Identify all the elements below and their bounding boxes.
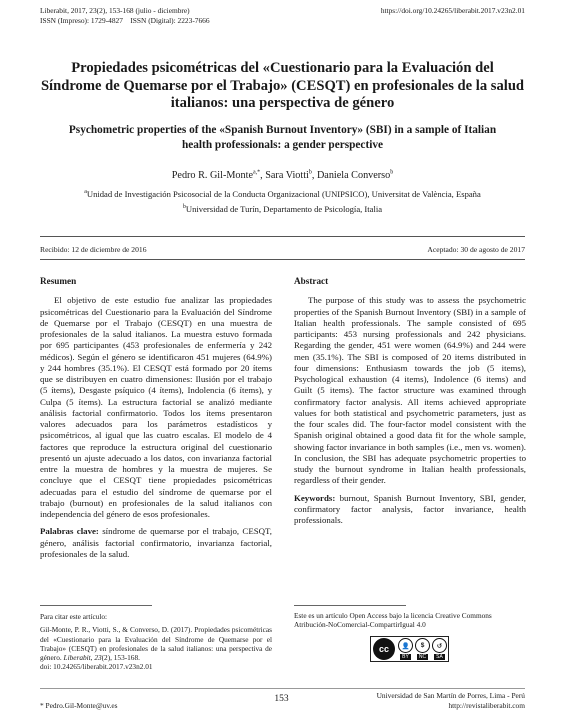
resumen-text: El objetivo de este estudio fue analizar las propiedades psicométricas del Cuestionario para la Evaluación del Síndrome de Quemarse por el Trabajo (CESQT) en una muestra de profesionales de la salud italianos. La muestra estuvo formada por 695 participantes (453 profesionales de enfermería y 242 médicos). Según el género se identificaron 451 mujeres (64.9%) y 244 hombres (35.1%). El CESQT está formado por 20 ítems que se distribuyen en cuatro dimensiones: Ilusión por el trabajo (5 ítems), Desgaste psíquico (4 ítems), Indolencia (6 ítems), y Culpa (5 ítems). La estructura factorial se analizó mediante análisis factorial confirmatorio. Todos los ítems presentaron valores adecuados para los parámetros estadísticos y psicométricos, al igual que las cuatro escalas. El modelo de 4 factores que reproduce la estructura original del cuestionario presentó un ajuste adecuado a los datos, con invarianza factorial entre la muestra de hombres y la muestra de mujeres. Se concluye que el CESQT tiene propiedades psicométricas adecuadas para el estudio del síndrome de quemarse por el trabajo (burnout) en profesionales de la salud italianos con independencia del género de esos profesionales. [40, 295, 272, 519]
corresponding-email[interactable]: * Pedro.Gil-Monte@uv.es [40, 701, 118, 710]
issn-digital: ISSN (Digital): 2223-7666 [130, 15, 210, 25]
by-icon: 👤 BY [398, 638, 413, 660]
keywords-text: síndrome de quemarse por el trabajo, CESQT, género, análisis factorial confirmatorio, invarianza factorial, profesionales de la salud. [40, 526, 272, 559]
resumen-heading: Resumen [40, 276, 77, 286]
citation-label: Para citar este artículo: [40, 612, 108, 621]
author-sup: a,* [252, 169, 261, 176]
keywords [294, 493, 526, 527]
journal-line: Liberabit, 2017, 23(2), 153-168 (julio - diciembre) [40, 6, 190, 15]
divider-mid [40, 259, 525, 260]
issn-print: ISSN (Impreso): 1729-4827 [40, 15, 123, 25]
publisher-block [377, 691, 525, 710]
page-number: 153 [274, 694, 289, 704]
abstract-text: The purpose of this study was to assess the psychometric properties of the Spanish Burnout Inventory (SBI) in a sample of Italian health professionals. The sample consisted of 695 participants: 453 nursing professionals and 242 physicians. Regarding the gender, 451 were women (64.9%) and 244 were men (35.1%). The SBI is composed of 20 items distributed in four dimensions: Enthusiasm towards the job (5 items), Psychological exhaustion (4 items), Indolence (6 items) and Guilt (5 items). The factor structure was examined through confirmatory factor analysis. All items achieved appropriate values for both statistical and psychometric parameters, just as the four scales did. The four-factor model consistent with the Spanish original obtained a good data fit for the whole sample, showing factor invariance in both samples (i.e., men vs. women). In conclusion, the SBI has adequate psychometric properties to study the burnout syndrome in Italian health professionals, regardless of their gender. [294, 295, 526, 486]
keywords-label: Palabras clave: [40, 526, 99, 537]
journal-header [40, 6, 300, 25]
citation-text: Gil-Monte, P. R., Viotti, S., & Converso, D. (2017). Propiedades psicométricas del «Cuestionario para la Evaluación del Síndrome de Quemarse por el Trabajo» (CESQT) en profesionales de la salud italianos: una perspectiva de género. Liberabit, 23(2), 153-168. [40, 625, 272, 663]
journal-url[interactable]: http://revistaliberabit.com [448, 700, 525, 710]
license-divider [294, 605, 406, 606]
university: Universidad de San Martín de Porres, Lima - Perú [376, 691, 525, 700]
received-date: Recibido: 12 de diciembre de 2016 [40, 245, 147, 254]
footer-divider [40, 688, 525, 689]
affiliation-a: $^a$Unidad de Investigación Psicosocial de la Conducta Organizacional (UNIPSICO), Universitat de València, España [84, 189, 481, 199]
accepted-date: Aceptado: 30 de agosto de 2017 [427, 245, 525, 254]
author-sup: b [390, 169, 394, 176]
issn-line [40, 16, 300, 26]
affiliation-sup: b [182, 204, 186, 211]
sa-icon: ↺ SA [432, 638, 447, 660]
nc-icon: $ NC [415, 638, 430, 660]
affiliation-sup: a [84, 189, 87, 196]
citation-block [40, 612, 272, 672]
resumen-section [40, 276, 272, 560]
license-text: Este es un artículo Open Access bajo la licencia Creative Commons Atribución-NoComercial-CompartirIgual 4.0 [294, 611, 492, 630]
citation-journal: Liberabit, 23 [63, 653, 102, 663]
divider-top [40, 236, 525, 237]
author-name: Daniela Converso [316, 170, 391, 181]
keywords-text: burnout, Spanish Burnout Inventory, SBI, gender, confirmatory factor analysis, factor invariance, health professionals. [294, 492, 526, 525]
author-sup: b [308, 169, 312, 176]
doi-link[interactable]: https://doi.org/10.24265/liberabit.2017.v23n2.01 [380, 6, 525, 15]
keywords-label: Keywords: [294, 492, 336, 503]
citation-doi[interactable]: doi: 10.24265/liberabit.2017.v23n2.01 [40, 662, 153, 672]
palabras-clave [40, 526, 272, 560]
citation-divider [40, 605, 152, 606]
affiliation-b: $^b$Universidad de Turín, Departamento de Psicología, Italia [182, 204, 383, 214]
article-subtitle: Psychometric properties of the «Spanish Burnout Inventory» (SBI) in a sample of Italian health professionals: a gender perspective [68, 124, 497, 151]
abstract-heading: Abstract [294, 276, 329, 286]
cc-license-badge[interactable] [370, 636, 449, 662]
abstract-section [294, 276, 526, 526]
author-name: Pedro R. Gil-Monte [171, 170, 253, 181]
article-title: Propiedades psicométricas del «Cuestionario para la Evaluación del Síndrome de Quemarse por el Trabajo» (CESQT) en profesionales de la salud italianos: una perspectiva de género [40, 60, 525, 111]
author-name: Sara Viotti [265, 170, 309, 181]
cc-icon: cc [373, 638, 395, 660]
author-list: Pedro R. Gil-Monte$^{a,*}$, Sara Viotti$^b$, Daniela Converso$^b$ [171, 169, 394, 181]
